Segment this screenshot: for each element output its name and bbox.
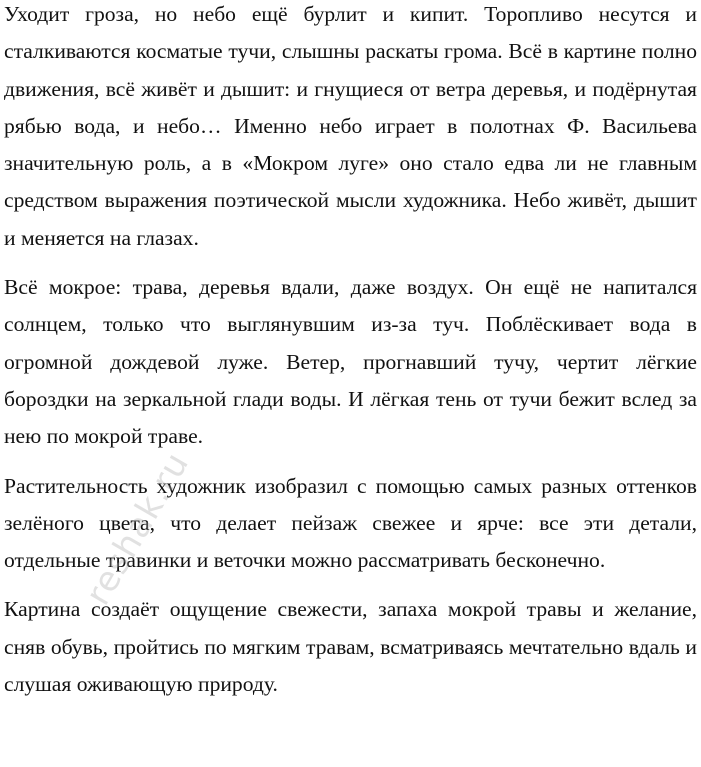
watermark: reshak.ru	[78, 445, 198, 612]
paragraph-impression: Картина создаёт ощущение свежести, запаха мокрой травы и желание, сняв обувь, пройтись по мягким травам, всматриваясь мечтательно вдаль и слушая оживающую природу.	[4, 597, 697, 697]
paragraph-vegetation: Растительность художник изобразил с помощью самых разных оттенков зелёного цвета, что делает пейзаж свежее и ярче: все эти детали, отдельные травинки и веточки можно рассматривать бесконечно.	[4, 473, 697, 573]
paragraph-wet-meadow: Всё мокрое: трава, деревья вдали, даже воздух. Он ещё не напитался солнцем, только что выглянувшим из-за туч. Поблёскивает вода в огромной дождевой луже. Ветер, прогнавший тучу, чертит лёгкие бороздки на зеркальной глади воды. И лёгкая тень от тучи бежит вслед за нею по мокрой траве.	[4, 275, 697, 449]
paragraph-storm-sky: Уходит гроза, но небо ещё бурлит и кипит. Торопливо несутся и сталкиваются косматые тучи, слышны раскаты грома. Всё в картине полно движения, всё живёт и дышит: и гнущиеся от ветра деревья, и подёрнутая рябью вода, и небо… Именно небо играет в полотнах Ф. Васильева значительную роль, а в «Мокром луге» оно стало едва ли не главным средством выражения поэтической мысли художника. Небо живёт, дышит и меняется на глазах.	[4, 2, 697, 250]
